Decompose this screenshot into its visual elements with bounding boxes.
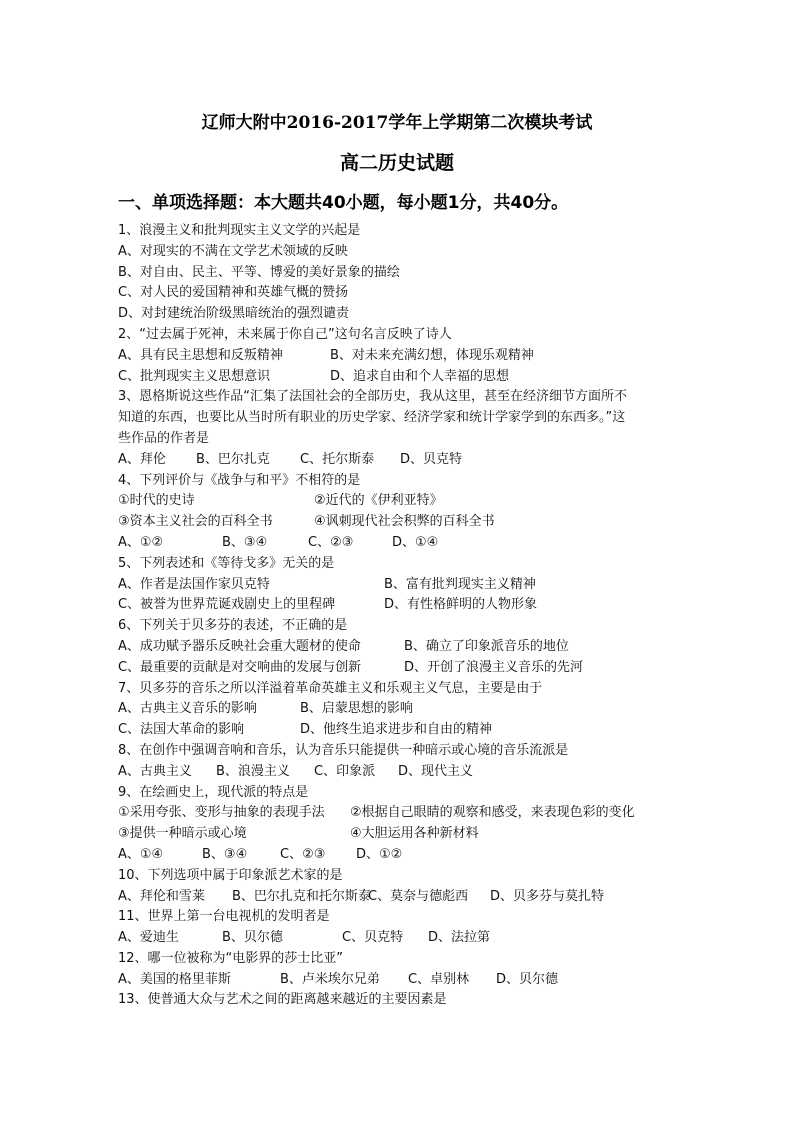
question-stem: 些作品的作者是	[118, 430, 210, 446]
question-option: A、美国的格里菲斯	[118, 971, 231, 987]
question-option: D、法拉第	[428, 930, 491, 946]
question-option: A、对现实的不满在文学艺术领域的反映	[118, 243, 348, 259]
question-stem: 11、世界上第一台电视机的发明者是	[118, 909, 330, 925]
question-option: D、①④	[392, 534, 439, 550]
question-option: B、确立了印象派音乐的地位	[404, 638, 569, 654]
exam-title: 辽师大附中2016-2017学年上学期第二次模块考试	[201, 113, 593, 133]
question-option: C、被誉为世界荒诞戏剧史上的里程碑	[118, 597, 336, 613]
question-option: C、②③	[308, 534, 354, 550]
question-stem: 13、使普通大众与艺术之间的距离越来越近的主要因素是	[118, 992, 447, 1008]
question-stem: 12、哪一位被称为“电影界的莎士比亚”	[118, 950, 344, 966]
question-stem: 6、下列关于贝多芬的表述，不正确的是	[118, 618, 348, 634]
options-row	[118, 845, 688, 866]
question-item: ③提供一种暗示或心境	[118, 826, 247, 842]
question-option: B、贝尔德	[222, 930, 283, 946]
question-option: C、托尔斯泰	[300, 451, 375, 467]
question-stem: 5、下列表述和《等待戈多》无关的是	[118, 555, 335, 571]
question-option: D、贝克特	[400, 451, 463, 467]
items-row	[118, 512, 688, 533]
question-stem: 2、“过去属于死神，未来属于你自己”这句名言反映了诗人	[118, 326, 452, 342]
question-option: A、爱迪生	[118, 930, 179, 946]
question-item: ④大胆运用各种新材料	[350, 826, 479, 842]
question-option: C、②③	[280, 846, 326, 862]
question-option: D、有性格鲜明的人物形象	[384, 597, 538, 613]
items-row	[118, 491, 688, 512]
question-item: ④讽刺现代社会积弊的百科全书	[314, 514, 495, 530]
question-option: D、贝多芬与莫扎特	[490, 888, 605, 904]
question-option: B、③④	[222, 534, 268, 550]
question-option: D、他终生追求进步和自由的精神	[300, 722, 493, 738]
question-option: A、作者是法国作家贝克特	[118, 576, 270, 592]
question-option: C、最重要的贡献是对交响曲的发展与创新	[118, 659, 362, 675]
options-row	[118, 720, 688, 741]
question-option: B、卢米埃尔兄弟	[280, 971, 380, 987]
options-row	[118, 533, 688, 554]
question-option: C、贝克特	[342, 930, 404, 946]
question-option: A、拜伦和雪莱	[118, 888, 205, 904]
items-row	[118, 803, 688, 824]
options-row	[118, 450, 688, 471]
question-option: C、法国大革命的影响	[118, 722, 245, 738]
options-row	[118, 367, 688, 388]
options-row	[118, 658, 688, 679]
options-row	[118, 762, 688, 783]
items-row	[118, 824, 688, 845]
question-option: A、古典主义音乐的影响	[118, 701, 257, 717]
options-row	[118, 699, 688, 720]
question-option: A、成功赋予器乐反映社会重大题材的使命	[118, 638, 361, 654]
question-stem: 10、下列选项中属于印象派艺术家的是	[118, 867, 343, 883]
question-stem: 3、恩格斯说这些作品“汇集了法国社会的全部历史，我从这里，甚至在经济细节方面所不	[118, 389, 628, 405]
question-option: B、对自由、民主、平等、博爱的美好景象的描绘	[118, 264, 400, 280]
question-option: C、批判现实主义思想意识	[118, 368, 271, 384]
question-stem: 知道的东西，也要比从当时所有职业的历史学家、经济学家和统计学家学到的东西多。”这	[118, 410, 626, 426]
question-option: A、古典主义	[118, 763, 192, 779]
question-item: ①采用夸张、变形与抽象的表现手法	[118, 805, 325, 821]
options-row	[118, 346, 688, 367]
question-option: C、印象派	[314, 763, 376, 779]
question-option: A、具有民主思想和反叛精神	[118, 347, 283, 363]
question-item: ①时代的史诗	[118, 493, 195, 509]
question-option: C、对人民的爱国精神和英雄气概的赞扬	[118, 285, 349, 301]
question-option: B、巴尔扎克和托尔斯泰	[232, 888, 371, 904]
question-option: C、莫奈与德彪西	[368, 888, 469, 904]
question-option: A、①④	[118, 846, 164, 862]
question-stem: 7、贝多芬的音乐之所以洋溢着革命英雄主义和乐观主义气息，主要是由于	[118, 680, 543, 696]
question-option: D、①②	[356, 846, 403, 862]
question-option: A、拜伦	[118, 451, 166, 467]
question-stem: 4、下列评价与《战争与和平》不相符的是	[118, 472, 361, 488]
options-row	[118, 887, 688, 908]
options-row	[118, 928, 688, 949]
options-row	[118, 595, 688, 616]
exam-subtitle: 高二历史试题	[339, 152, 454, 174]
question-stem: 9、在绘画史上，现代派的特点是	[118, 784, 309, 800]
options-row	[118, 575, 688, 596]
question-stem: 1、浪漫主义和批判现实主义文学的兴起是	[118, 223, 361, 238]
question-item: ②近代的《伊利亚特》	[314, 493, 443, 509]
question-option: D、对封建统治阶级黑暗统治的强烈谴责	[118, 306, 350, 322]
question-option: B、巴尔扎克	[196, 451, 270, 467]
question-item: ③资本主义社会的百科全书	[118, 514, 273, 530]
question-option: C、卓别林	[408, 971, 470, 987]
question-stem: 8、在创作中强调音响和音乐，认为音乐只能提供一种暗示或心境的音乐流派是	[118, 742, 569, 758]
question-option: B、浪漫主义	[216, 763, 290, 779]
options-row	[118, 970, 688, 991]
question-item: ②根据自己眼睛的观察和感受，来表现色彩的变化	[350, 805, 635, 821]
question-option: B、启蒙思想的影响	[300, 701, 413, 717]
question-option: B、③④	[202, 846, 248, 862]
question-option: D、贝尔德	[496, 971, 559, 987]
question-option: D、追求自由和个人幸福的思想	[330, 368, 510, 384]
question-list	[118, 221, 688, 1011]
section-heading: 一、单项选择题：本大题共40小题，每小题1分，共40分。	[118, 193, 569, 213]
options-row	[118, 637, 688, 658]
question-option: A、①②	[118, 534, 164, 550]
question-option: B、富有批判现实主义精神	[384, 576, 536, 592]
question-option: D、现代主义	[398, 763, 474, 779]
question-option: D、开创了浪漫主义音乐的先河	[404, 659, 584, 675]
question-option: B、对未来充满幻想，体现乐观精神	[330, 347, 534, 363]
